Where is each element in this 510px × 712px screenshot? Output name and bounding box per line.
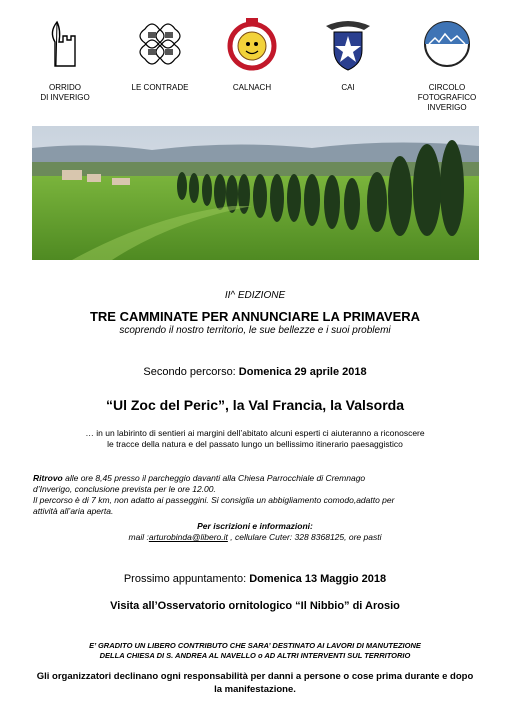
contact-rest: , cellulare Cuter: 328 8368125, ore pasti <box>227 532 382 542</box>
contrade-logo-icon <box>130 14 190 74</box>
ritrovo-line4: attività all’aria aperta. <box>33 506 114 516</box>
visit-title: Visita all’Osservatorio ornitologico “Il Nibbio” di Arosio <box>110 600 400 612</box>
page-title: TRE CAMMINATE PER ANNUNCIARE LA PRIMAVERA <box>89 309 421 324</box>
ritrovo-block <box>33 473 480 517</box>
second-route-date: Domenica 29 aprile 2018 <box>238 366 367 378</box>
logo-label-cai: CAI <box>341 83 355 92</box>
iscrizioni-block <box>0 521 510 543</box>
ritrovo-line3: Il percorso è di 7 km, non adatto ai passeggini. Si consiglia un abbigliamento comodo,adatto per <box>33 495 395 505</box>
edition-label: II^ EDIZIONE <box>224 290 286 301</box>
contributo-line2: DELLA CHIESA DI S. ANDREA AL NAVELLO o AD ALTRI INTERVENTI SUL TERRITORIO <box>99 651 411 660</box>
route-title: “Ul Zoc del Peric”, la Val Francia, la Valsorda <box>105 397 405 413</box>
second-route-prefix: Secondo percorso: <box>143 366 239 378</box>
ritrovo-label: Ritrovo <box>33 473 63 483</box>
next-appointment-line <box>0 573 510 585</box>
logo-label-circolo: CIRCOLO FOTOGRAFICO INVERIGO <box>417 83 477 112</box>
mail-prefix: mail : <box>128 532 149 542</box>
landscape-photo <box>32 126 479 260</box>
logo-label-calnach: CALNACH <box>232 83 272 92</box>
disclaimer-line2: la manifestazione. <box>214 684 296 695</box>
next-date: Domenica 13 Maggio 2018 <box>249 573 387 585</box>
iscrizioni-heading: Per iscrizioni e informazioni: <box>197 521 313 531</box>
ritrovo-text: alle ore 8,45 presso il parcheggio davanti alla Chiesa Parrocchiale di Cremnago <box>62 473 366 483</box>
logo-label-orrido: ORRIDO DI INVERIGO <box>40 83 90 102</box>
page-subtitle: scoprendo il nostro territorio, le sue bellezze e i suoi problemi <box>119 325 391 336</box>
contributo-line1: E’ GRADITO UN LIBERO CONTRIBUTO CHE SARA’ DESTINATO AI LAVORI DI MANUTEZIONE <box>89 641 421 650</box>
iscrizioni-contact <box>0 532 510 543</box>
tower-logo-icon <box>35 14 95 74</box>
cai-logo-icon <box>318 14 378 74</box>
disclaimer-line1: Gli organizzatori declinano ogni responsabilità per danni a persone o cose prima durante e dopo <box>36 671 474 682</box>
second-route-line <box>0 366 510 378</box>
circolo-logo-icon <box>417 14 477 74</box>
email-link[interactable]: arturobinda@libero.it <box>148 532 228 542</box>
route-intro-line1: … in un labirinto di sentieri ai margini dell’abitato alcuni esperti ci aiuteranno a riconoscere <box>85 428 425 438</box>
ritrovo-line1 <box>33 473 480 484</box>
route-intro-line2: le tracce della natura e del passato lungo un bellissimo itinerario paesaggistico <box>107 439 403 449</box>
logo-label-contrade: LE CONTRADE <box>131 83 189 92</box>
route-intro <box>0 428 510 450</box>
calnach-logo-icon <box>222 14 282 74</box>
disclaimer-block <box>0 670 510 696</box>
ritrovo-line2: d’Inverigo, conclusione prevista per le ore 12.00. <box>33 484 216 494</box>
contributo-block <box>0 641 510 661</box>
next-prefix: Prossimo appuntamento: <box>123 573 250 585</box>
